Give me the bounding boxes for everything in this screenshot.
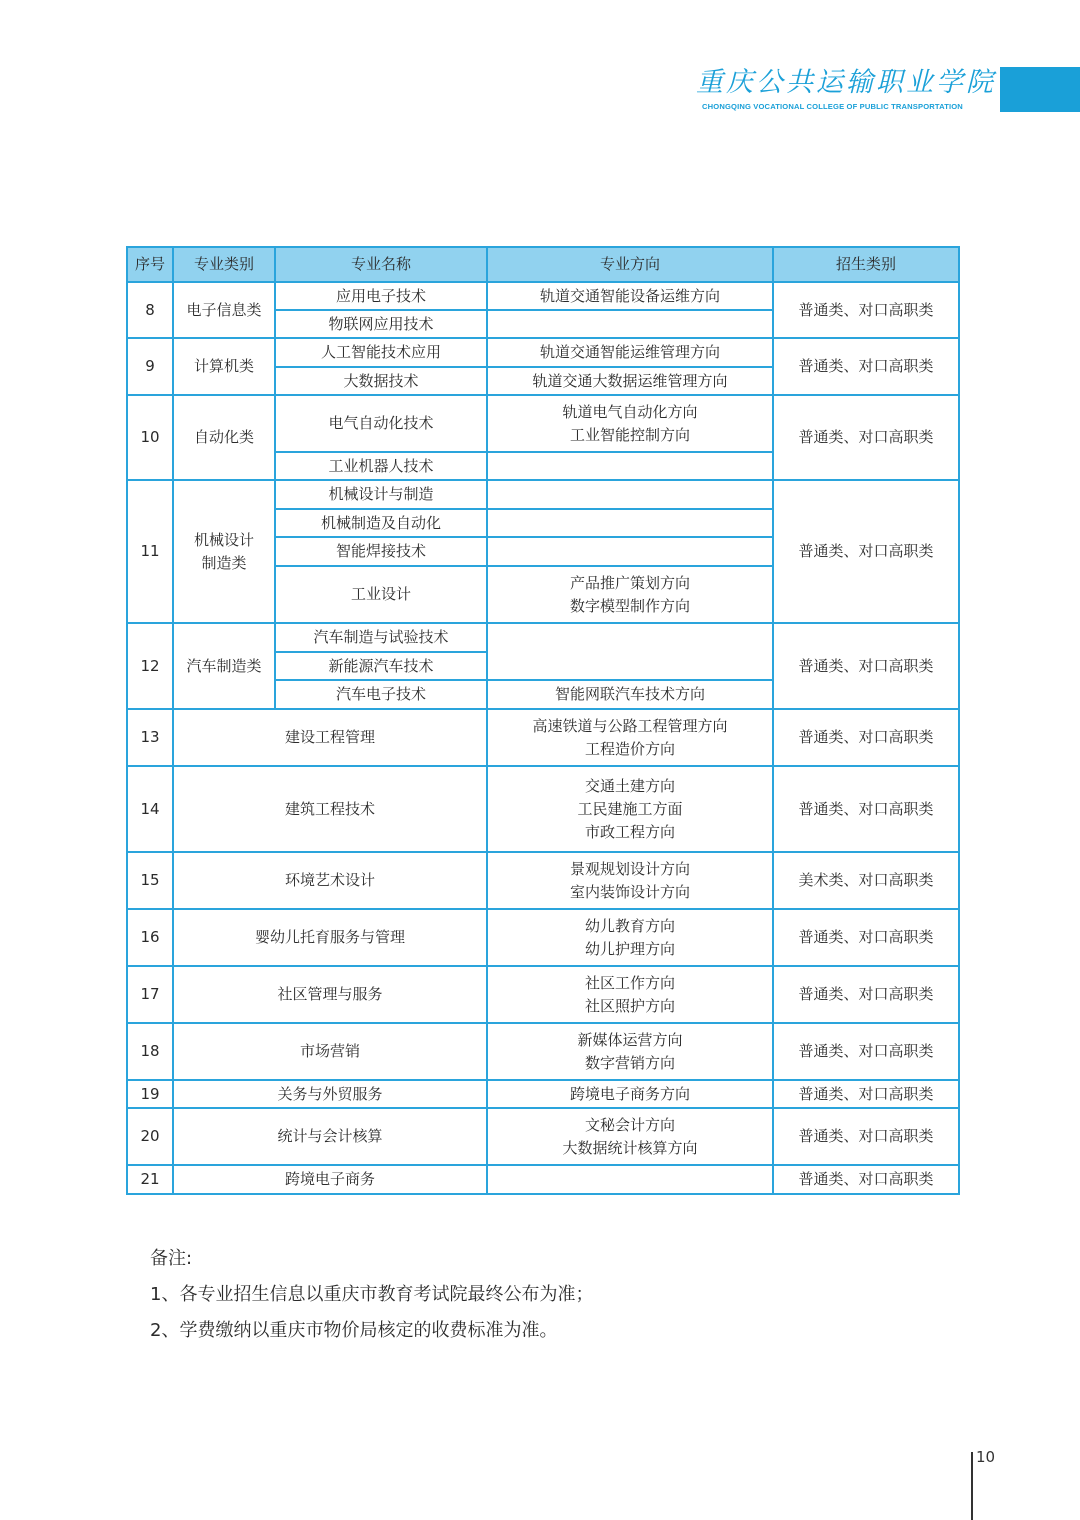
row-index: 17 xyxy=(127,966,173,1023)
major-name: 建筑工程技术 xyxy=(173,766,487,852)
page-number-divider xyxy=(971,1452,973,1520)
direction-line: 社区工作方向 xyxy=(584,973,675,992)
table-row xyxy=(127,1165,959,1194)
page-number: 10 xyxy=(976,1448,996,1466)
direction-line: 工民建施工方面 xyxy=(577,799,683,818)
major-name: 大数据技术 xyxy=(275,367,487,395)
row-enrollment-type: 普通类、对口高职类 xyxy=(773,395,959,480)
major-name: 统计与会计核算 xyxy=(173,1108,487,1165)
major-name: 智能焊接技术 xyxy=(275,537,487,566)
major-direction-empty xyxy=(487,310,773,338)
row-index: 19 xyxy=(127,1080,173,1108)
direction-line: 市政工程方向 xyxy=(584,822,675,841)
direction-line: 数字营销方向 xyxy=(584,1053,675,1072)
major-direction xyxy=(487,966,773,1023)
row-category: 自动化类 xyxy=(173,395,275,480)
logo-english-name: CHONGQING VOCATIONAL COLLEGE OF PUBLIC TRANSPORTATION xyxy=(702,102,963,111)
major-name: 关务与外贸服务 xyxy=(173,1080,487,1108)
row-index: 15 xyxy=(127,852,173,909)
major-name: 机械设计与制造 xyxy=(275,480,487,509)
direction-line: 新媒体运营方向 xyxy=(577,1030,683,1049)
row-enrollment-type: 普通类、对口高职类 xyxy=(773,1023,959,1080)
row-index: 8 xyxy=(127,282,173,338)
notes-title: 备注: xyxy=(150,1248,193,1269)
major-name: 汽车制造与试验技术 xyxy=(275,623,487,652)
major-direction xyxy=(487,566,773,623)
note-item: 2、学费缴纳以重庆市物价局核定的收费标准为准。 xyxy=(150,1320,558,1341)
direction-line: 数字模型制作方向 xyxy=(569,596,690,615)
table-row xyxy=(127,395,959,452)
header-index: 序号 xyxy=(127,247,173,282)
direction-line: 室内装饰设计方向 xyxy=(569,882,690,901)
major-direction xyxy=(487,909,773,966)
major-direction-empty xyxy=(487,480,773,509)
major-name: 建设工程管理 xyxy=(173,709,487,766)
table-row xyxy=(127,1023,959,1080)
direction-line: 产品推广策划方向 xyxy=(569,573,690,592)
direction-line: 工程造价方向 xyxy=(584,739,675,758)
table-row xyxy=(127,1080,959,1108)
table-row xyxy=(127,766,959,852)
category-line: 制造类 xyxy=(201,553,247,572)
row-enrollment-type: 普通类、对口高职类 xyxy=(773,966,959,1023)
major-direction xyxy=(487,852,773,909)
major-name: 工业设计 xyxy=(275,566,487,623)
major-direction: 轨道交通智能运维管理方向 xyxy=(487,338,773,367)
major-direction xyxy=(487,766,773,852)
row-index: 12 xyxy=(127,623,173,709)
major-name: 市场营销 xyxy=(173,1023,487,1080)
major-name: 婴幼儿托育服务与管理 xyxy=(173,909,487,966)
row-enrollment-type: 普通类、对口高职类 xyxy=(773,338,959,395)
major-name: 工业机器人技术 xyxy=(275,452,487,480)
major-direction-empty xyxy=(487,623,773,680)
direction-line: 工业智能控制方向 xyxy=(569,425,690,444)
row-enrollment-type: 普通类、对口高职类 xyxy=(773,623,959,709)
direction-line: 高速铁道与公路工程管理方向 xyxy=(532,716,728,735)
major-direction xyxy=(487,1108,773,1165)
major-name: 物联网应用技术 xyxy=(275,310,487,338)
header-category: 专业类别 xyxy=(173,247,275,282)
direction-line: 文秘会计方向 xyxy=(584,1115,675,1134)
row-enrollment-type: 普通类、对口高职类 xyxy=(773,480,959,623)
direction-line: 轨道电气自动化方向 xyxy=(562,402,698,421)
logo-chinese-name: 重庆公共运输职业学院 xyxy=(696,67,996,98)
major-name: 社区管理与服务 xyxy=(173,966,487,1023)
row-enrollment-type: 普通类、对口高职类 xyxy=(773,909,959,966)
major-name: 人工智能技术应用 xyxy=(275,338,487,367)
table-row xyxy=(127,623,959,652)
direction-line: 景观规划设计方向 xyxy=(569,859,690,878)
table-row xyxy=(127,1108,959,1165)
row-index: 16 xyxy=(127,909,173,966)
direction-line: 大数据统计核算方向 xyxy=(562,1138,698,1157)
major-direction-empty xyxy=(487,1165,773,1194)
college-logo xyxy=(696,64,996,116)
row-index: 11 xyxy=(127,480,173,623)
major-direction-empty xyxy=(487,537,773,566)
row-enrollment-type: 普通类、对口高职类 xyxy=(773,1080,959,1108)
row-index: 13 xyxy=(127,709,173,766)
table-row xyxy=(127,909,959,966)
row-index: 21 xyxy=(127,1165,173,1194)
major-direction xyxy=(487,709,773,766)
direction-line: 社区照护方向 xyxy=(584,996,675,1015)
major-direction-empty xyxy=(487,509,773,537)
row-category: 汽车制造类 xyxy=(173,623,275,709)
major-name: 环境艺术设计 xyxy=(173,852,487,909)
row-index: 20 xyxy=(127,1108,173,1165)
row-index: 14 xyxy=(127,766,173,852)
table-row xyxy=(127,966,959,1023)
row-category xyxy=(173,480,275,623)
major-direction xyxy=(487,1023,773,1080)
direction-line: 幼儿教育方向 xyxy=(584,916,675,935)
header-enrollment-type: 招生类别 xyxy=(773,247,959,282)
major-name: 机械制造及自动化 xyxy=(275,509,487,537)
row-enrollment-type: 普通类、对口高职类 xyxy=(773,766,959,852)
major-name: 新能源汽车技术 xyxy=(275,652,487,680)
row-enrollment-type: 普通类、对口高职类 xyxy=(773,282,959,338)
major-direction: 轨道交通大数据运维管理方向 xyxy=(487,367,773,395)
table-row xyxy=(127,282,959,310)
major-direction: 智能网联汽车技术方向 xyxy=(487,680,773,709)
row-enrollment-type: 普通类、对口高职类 xyxy=(773,1108,959,1165)
row-index: 18 xyxy=(127,1023,173,1080)
major-direction: 跨境电子商务方向 xyxy=(487,1080,773,1108)
major-direction: 轨道交通智能设备运维方向 xyxy=(487,282,773,310)
note-item: 1、各专业招生信息以重庆市教育考试院最终公布为准； xyxy=(150,1284,594,1305)
row-index: 9 xyxy=(127,338,173,395)
major-name: 电气自动化技术 xyxy=(275,395,487,452)
header-major-name: 专业名称 xyxy=(275,247,487,282)
direction-line: 幼儿护理方向 xyxy=(584,939,675,958)
table-row xyxy=(127,338,959,367)
row-category: 电子信息类 xyxy=(173,282,275,338)
major-name: 汽车电子技术 xyxy=(275,680,487,709)
row-index: 10 xyxy=(127,395,173,480)
major-direction-empty xyxy=(487,452,773,480)
major-name: 应用电子技术 xyxy=(275,282,487,310)
header-accent-bar xyxy=(1000,67,1080,112)
category-line: 机械设计 xyxy=(193,530,254,549)
row-category: 计算机类 xyxy=(173,338,275,395)
major-direction xyxy=(487,395,773,452)
table-row xyxy=(127,480,959,509)
header-direction: 专业方向 xyxy=(487,247,773,282)
majors-table xyxy=(126,246,960,1195)
row-enrollment-type: 美术类、对口高职类 xyxy=(773,852,959,909)
notes-section xyxy=(150,1246,593,1354)
major-name: 跨境电子商务 xyxy=(173,1165,487,1194)
table-header-row xyxy=(127,247,959,282)
table-row xyxy=(127,709,959,766)
direction-line: 交通土建方向 xyxy=(584,776,675,795)
row-enrollment-type: 普通类、对口高职类 xyxy=(773,709,959,766)
row-enrollment-type: 普通类、对口高职类 xyxy=(773,1165,959,1194)
table-row xyxy=(127,852,959,909)
